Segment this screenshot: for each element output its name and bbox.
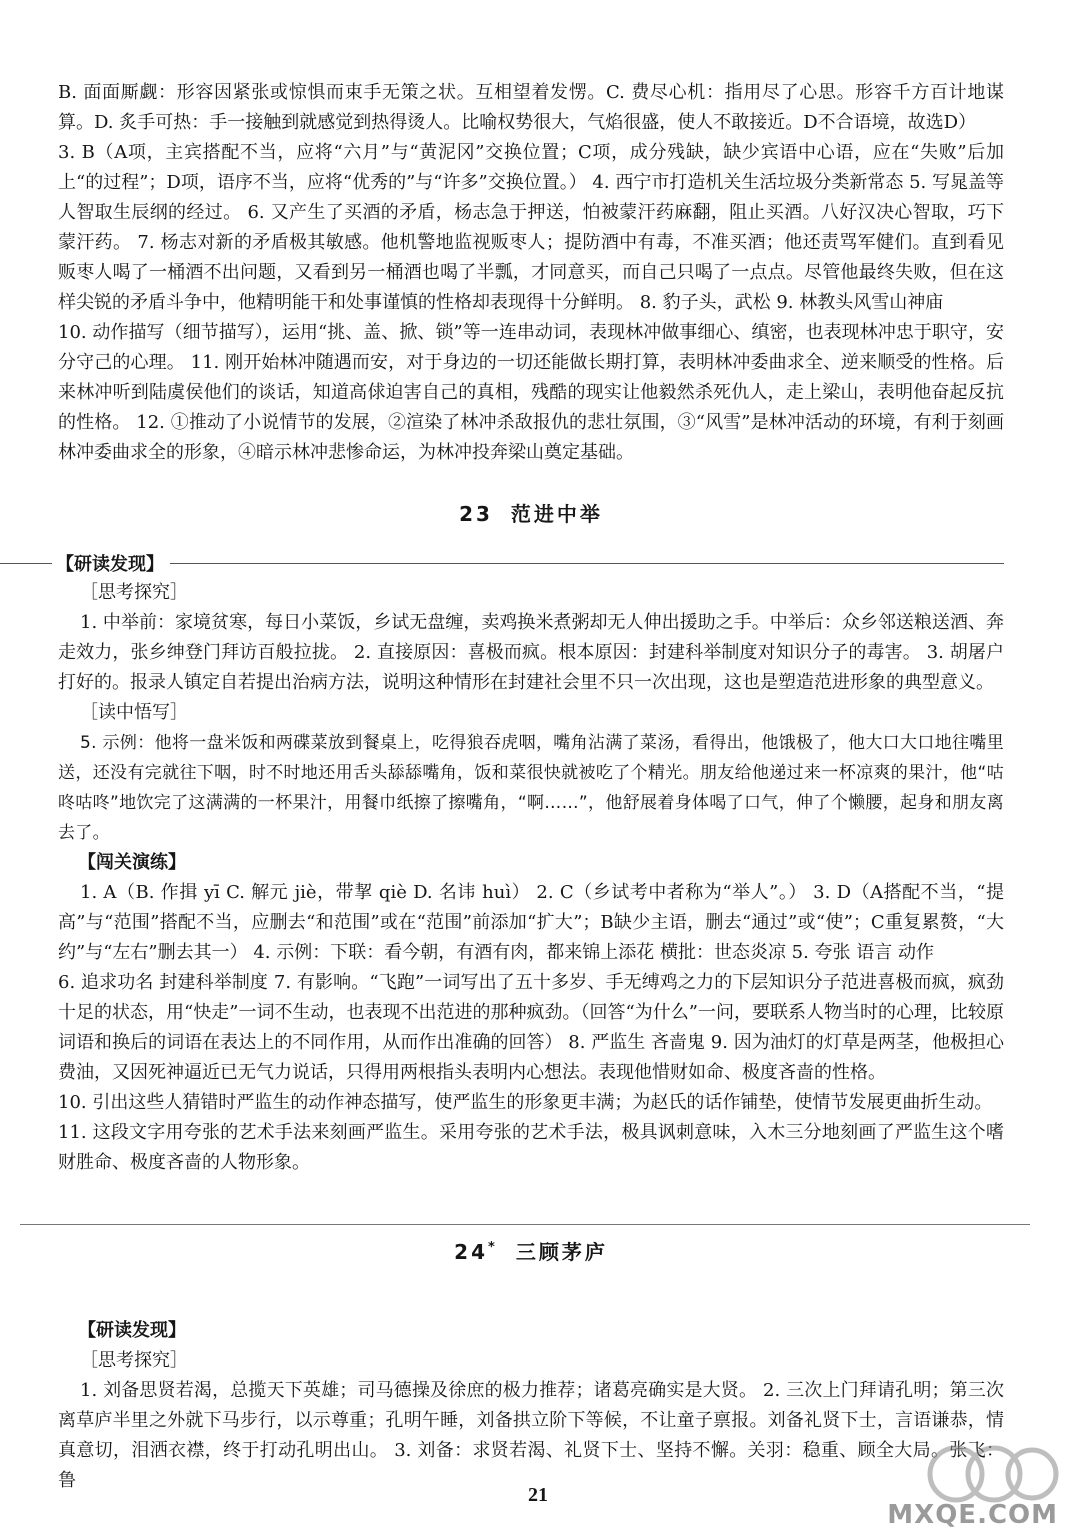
handwritten-example: 5. 示例：他将一盘米饭和两碟菜放到餐桌上，吃得狼吞虎咽，嘴角沾满了菜汤，看得出，他饿极了，他大口大口地往嘴里送，还没有完就往下咽，时不时地还用舌头舔舔嘴角，饭和菜很快就被吃了个精光。朋友给他递过来一杯凉爽的果汁，他“咕咚咕咚”地饮完了这满满的一杯果汁，用餐巾纸擦了擦嘴角，“啊……”，他舒展着身体喝了口气，伸了个懒腰，起身和朋友离去了。	[58, 733, 1004, 843]
section-23-body	[58, 548, 1004, 1178]
practice-heading: 【闯关演练】	[78, 852, 186, 873]
answer-paragraph: 1. 中举前：家境贫寒，每日小菜饭，乡试无盘缠，卖鸡换米煮粥却无人伸出援助之手。中举后：众乡邻送粮送酒、奔走效力，张乡绅登门拜访百般拉拢。 2. 直接原因：喜极而疯。根本原因：封建科举制度对知识分子的毒害。 3. 胡屠户打好的。报录人镇定自若提出治病方法，说明这种情形在封建社会里不只一次出现，这也是塑造范进形象的典型意义。	[58, 612, 1004, 693]
optional-mark: *	[488, 1240, 498, 1256]
section-name: 三顾茅庐	[515, 1240, 608, 1264]
answer-paragraph: 10. 动作描写（细节描写），运用“挑、盖、掀、锁”等一连串动词，表现林冲做事细心、缜密，也表现林冲忠于职守，安分守己的心理。 11. 刚开始林冲随遇而安，对于身边的一切还能做长期打算，表明林冲委曲求全、逆来顺受的性格。后来林冲听到陆虞侯他们的谈话，知道高俅迫害自己的真相，残酷的现实让他毅然杀死仇人，走上梁山，表明他奋起反抗的性格。 12. ①推动了小说情节的发展，②渲染了林冲杀敌报仇的悲壮氛围，③“风雪”是林冲活动的环境，有利于刻画林冲委曲求全的形象，④暗示林冲悲惨命运，为林冲投奔梁山奠定基础。	[58, 322, 1004, 463]
heading-rule-left	[0, 563, 52, 564]
answer-block-22	[58, 78, 1004, 468]
section-24-body	[58, 1316, 1004, 1496]
answer-paragraph: B. 面面厮觑：形容因紧张或惊惧而束手无策之状。互相望着发愣。C. 费尽心机：指用尽了心思。形容千方百计地谋算。D. 炙手可热：手一接触到就感觉到热得烫人。比喻权势很大，气焰很盛，使人不敢接近。D不合语境，故选D）	[58, 82, 1004, 133]
watermark-text: MXQE.COM	[887, 1500, 1058, 1530]
answer-paragraph: 3. B（A项，主宾搭配不当，应将“六月”与“黄泥冈”交换位置；C项，成分残缺，缺少宾语中心语，应在“失败”后加上“的过程”；D项，语序不当，应将“优秀的”与“许多”交换位置。） 4. 西宁市打造机关生活垃圾分类新常态 5. 写晁盖等人智取生辰纲的经过。 6. 又产生了买酒的矛盾，杨志急于押送，怕被蒙汗药麻翻，阻止买酒。八好汉决心智取，巧下蒙汗药。 7. 杨志对新的矛盾极其敏感。他机警地监视贩枣人；提防酒中有毒，不准买酒；他还责骂军健们。直到看见贩枣人喝了一桶酒不出问题，又看到另一桶酒也喝了半瓢，才同意买，而自己只喝了一点点。尽管他最终失败，但在这样尖锐的矛盾斗争中，他精明能干和处事谨慎的性格却表现得十分鲜明。 8. 豹子头，武松 9. 林教头风雪山神庙	[58, 142, 1004, 313]
answer-paragraph: 1. A（B. 作揖 yī C. 解元 jiè，带挈 qiè D. 名讳 huì） 2. C（乡试考中者称为“举人”。） 3. D（A搭配不当，“提高”与“范围”搭配不当，应删去“和范围”或在“范围”前添加“扩大”；B缺少主语，删去“通过”或“使”；C重复累赘，“大约”与“左右”删去其一） 4. 示例：下联：看今朝，有酒有肉，都来锦上添花 横批：世态炎凉 5. 夸张 语言 动作	[58, 882, 1004, 963]
write-subheading: ［读中悟写］	[80, 702, 188, 723]
think-subheading: ［思考探究］	[80, 582, 188, 603]
answer-paragraph: 6. 追求功名 封建科举制度 7. 有影响。“飞跑”一词写出了五十多岁、手无缚鸡之力的下层知识分子范进喜极而疯，疯劲十足的状态，用“快走”一词不生动，也表现不出范进的那种疯劲。（回答“为什么”一问，要联系人物当时的心理，比较原词语和换后的词语在表达上的不同作用，从而作出准确的回答） 8. 严监生 吝啬鬼 9. 因为油灯的灯草是两茎，他极担心费油，又因死神逼近已无气力说话，只得用两根指头表明内心想法。表现他惜财如命、极度吝啬的性格。	[58, 972, 1004, 1083]
section-title-24	[58, 1236, 1004, 1265]
heading-rule-right	[170, 563, 1004, 564]
think-subheading: ［思考探究］	[80, 1350, 188, 1371]
answer-paragraph: 1. 刘备思贤若渴，总揽天下英雄；司马德操及徐庶的极力推荐；诸葛亮确实是大贤。 2. 三次上门拜请孔明；第三次离草庐半里之外就下马步行，以示尊重；孔明午睡，刘备拱立阶下等候，不让童子禀报。刘备礼贤下士，言语谦恭，情真意切，泪洒衣襟，终于打动孔明出山。 3. 刘备：求贤若渴、礼贤下士、坚持不懈。关羽：稳重、顾全大局。张飞：鲁	[58, 1380, 1004, 1491]
section-number: 23	[459, 502, 493, 526]
answer-paragraph: 10. 引出这些人猜错时严监生的动作神态描写，使严监生的形象更丰满；为赵氏的话作铺垫，使情节发展更曲折生动。	[58, 1092, 993, 1113]
section-title-23	[58, 498, 1004, 527]
answer-paragraph: 11. 这段文字用夸张的艺术手法来刻画严监生。采用夸张的艺术手法，极具讽刺意味，入木三分地刻画了严监生这个嗜财胜命、极度吝啬的人物形象。	[58, 1122, 1004, 1173]
page-number: 21	[528, 1484, 548, 1506]
section-number: 24	[454, 1240, 489, 1264]
research-heading: 【研读发现】	[78, 1320, 186, 1341]
research-heading: 【研读发现】	[0, 548, 1004, 578]
section-name: 范进中举	[510, 502, 603, 526]
section-divider	[20, 1224, 1030, 1225]
